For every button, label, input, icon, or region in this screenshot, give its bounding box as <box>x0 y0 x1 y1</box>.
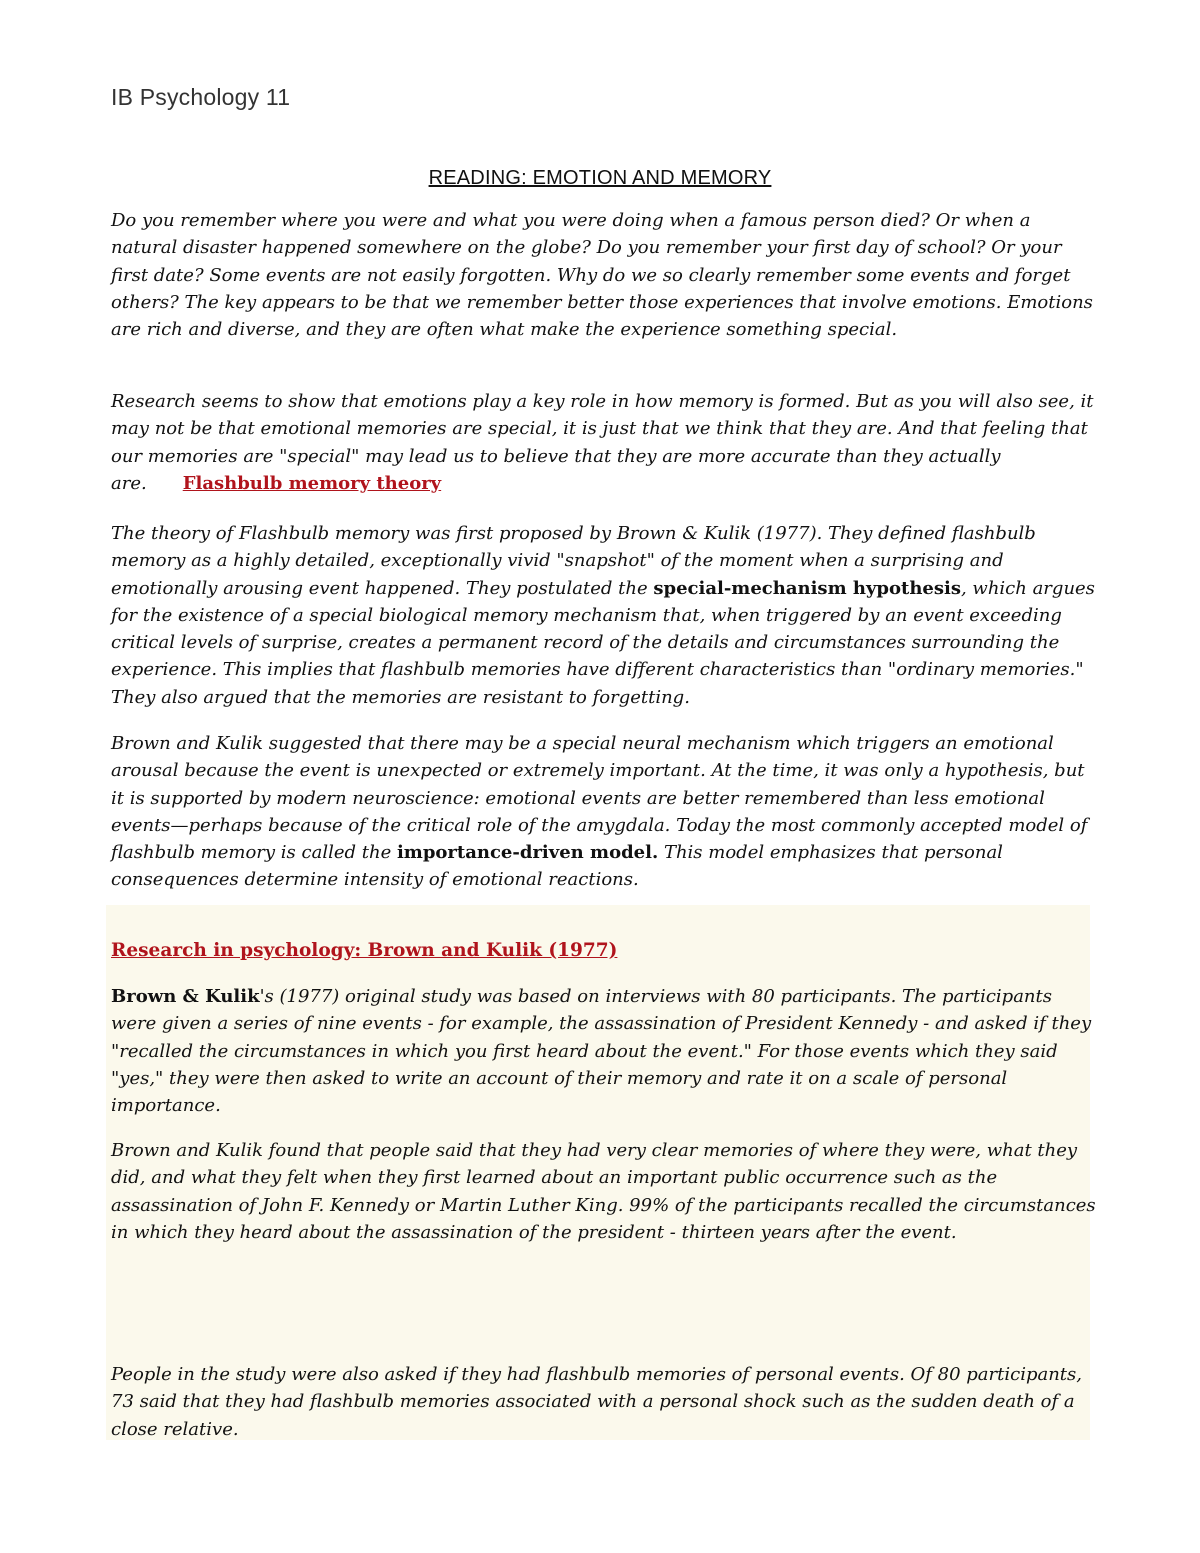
mechanism-paragraph <box>111 730 1096 894</box>
importance-driven-term: importance-driven model. <box>396 842 659 864</box>
intro-paragraph: Do you remember where you were and what you were doing when a famous person died? Or when a natural disaster happened somewhere on the globe? Do you remember your first day of school? Or your first date? Some events are not easily forgotten. Why do we so clearly remember some events and forget others? The key appears to be that we remember better those experiences that involve emotions. Emotions are rich and diverse, and they are often what make the experience something special. <box>111 210 1093 341</box>
flashbulb-memory-theory-link[interactable]: Flashbulb memory theory <box>182 472 442 494</box>
study-text: 's (1977) original study was based on interviews with 80 participants. The participants were given a series of nine events - for example, the assassination of President Kennedy - and asked if they "recalled the circumstances in which you first heard about the event." For those events which they said "yes," they were then asked to write an account of their memory and rate it on a scale of personal importance. <box>111 986 1092 1117</box>
theory-text-part2: , which argues for the existence of a special biological memory mechanism that, when triggered by an event exceeding critical levels of surprise, creates a permanent record of the details and circumstances surrounding the experience. This implies that flashbulb memories have different characteristics than "ordinary memories." They also argued that the memories are resistant to forgetting. <box>111 577 1095 708</box>
course-header: IB Psychology 11 <box>111 84 291 110</box>
page-title: READING: EMOTION AND MEMORY <box>428 167 772 189</box>
study-authors: Brown & Kulik <box>111 986 260 1007</box>
personal-events-paragraph: People in the study were also asked if they had flashbulb memories of personal events. Of 80 participants, 73 said that they had flashbulb memories associated with a personal shock such as the sudden death of a close relative. <box>111 1364 1082 1440</box>
special-mechanism-term: special-mechanism hypothesis <box>653 577 961 599</box>
theory-text-part1: The theory of Flashbulb memory was first proposed by Brown & Kulik (1977). They defined flashbulb memory as a highly detailed, exceptionally vivid "snapshot" of the moment when a surprising and emotionally arousing event happened. They postulated the <box>111 523 1036 599</box>
research-box-heading[interactable]: Research in psychology: Brown and Kulik (1977) <box>111 940 618 961</box>
research-text: Research seems to show that emotions play a key role in how memory is formed. But as you will also see, it may not be that emotional memories are special, it is just that we think that they are. And that feeling that our memories are "special" may lead us to believe that they are more accurate than they actually are. <box>111 391 1094 494</box>
research-paragraph <box>111 388 1096 497</box>
mechanism-text-part2: This model emphasizes that personal consequences determine intensity of emotional reactions. <box>111 842 1003 891</box>
mechanism-text-part1: Brown and Kulik suggested that there may be a special neural mechanism which triggers an emotional arousal because the event is unexpected or extremely important. At the time, it was only a hypothesis, but it is supported by modern neuroscience: emotional events are better remembered than less emotional events—perhaps because of the critical role of the amygdala. Today the most commonly accepted model of flashbulb memory is called the <box>111 733 1088 864</box>
study-paragraph <box>111 983 1096 1119</box>
findings-paragraph: Brown and Kulik found that people said that they had very clear memories of where they were, what they did, and what they felt when they first learned about an important public occurrence such as the assassination of John F. Kennedy or Martin Luther King. 99% of the participants recalled the circumstances in which they heard about the assassination of the president - thirteen years after the event. <box>111 1140 1096 1243</box>
theory-paragraph <box>111 520 1096 711</box>
